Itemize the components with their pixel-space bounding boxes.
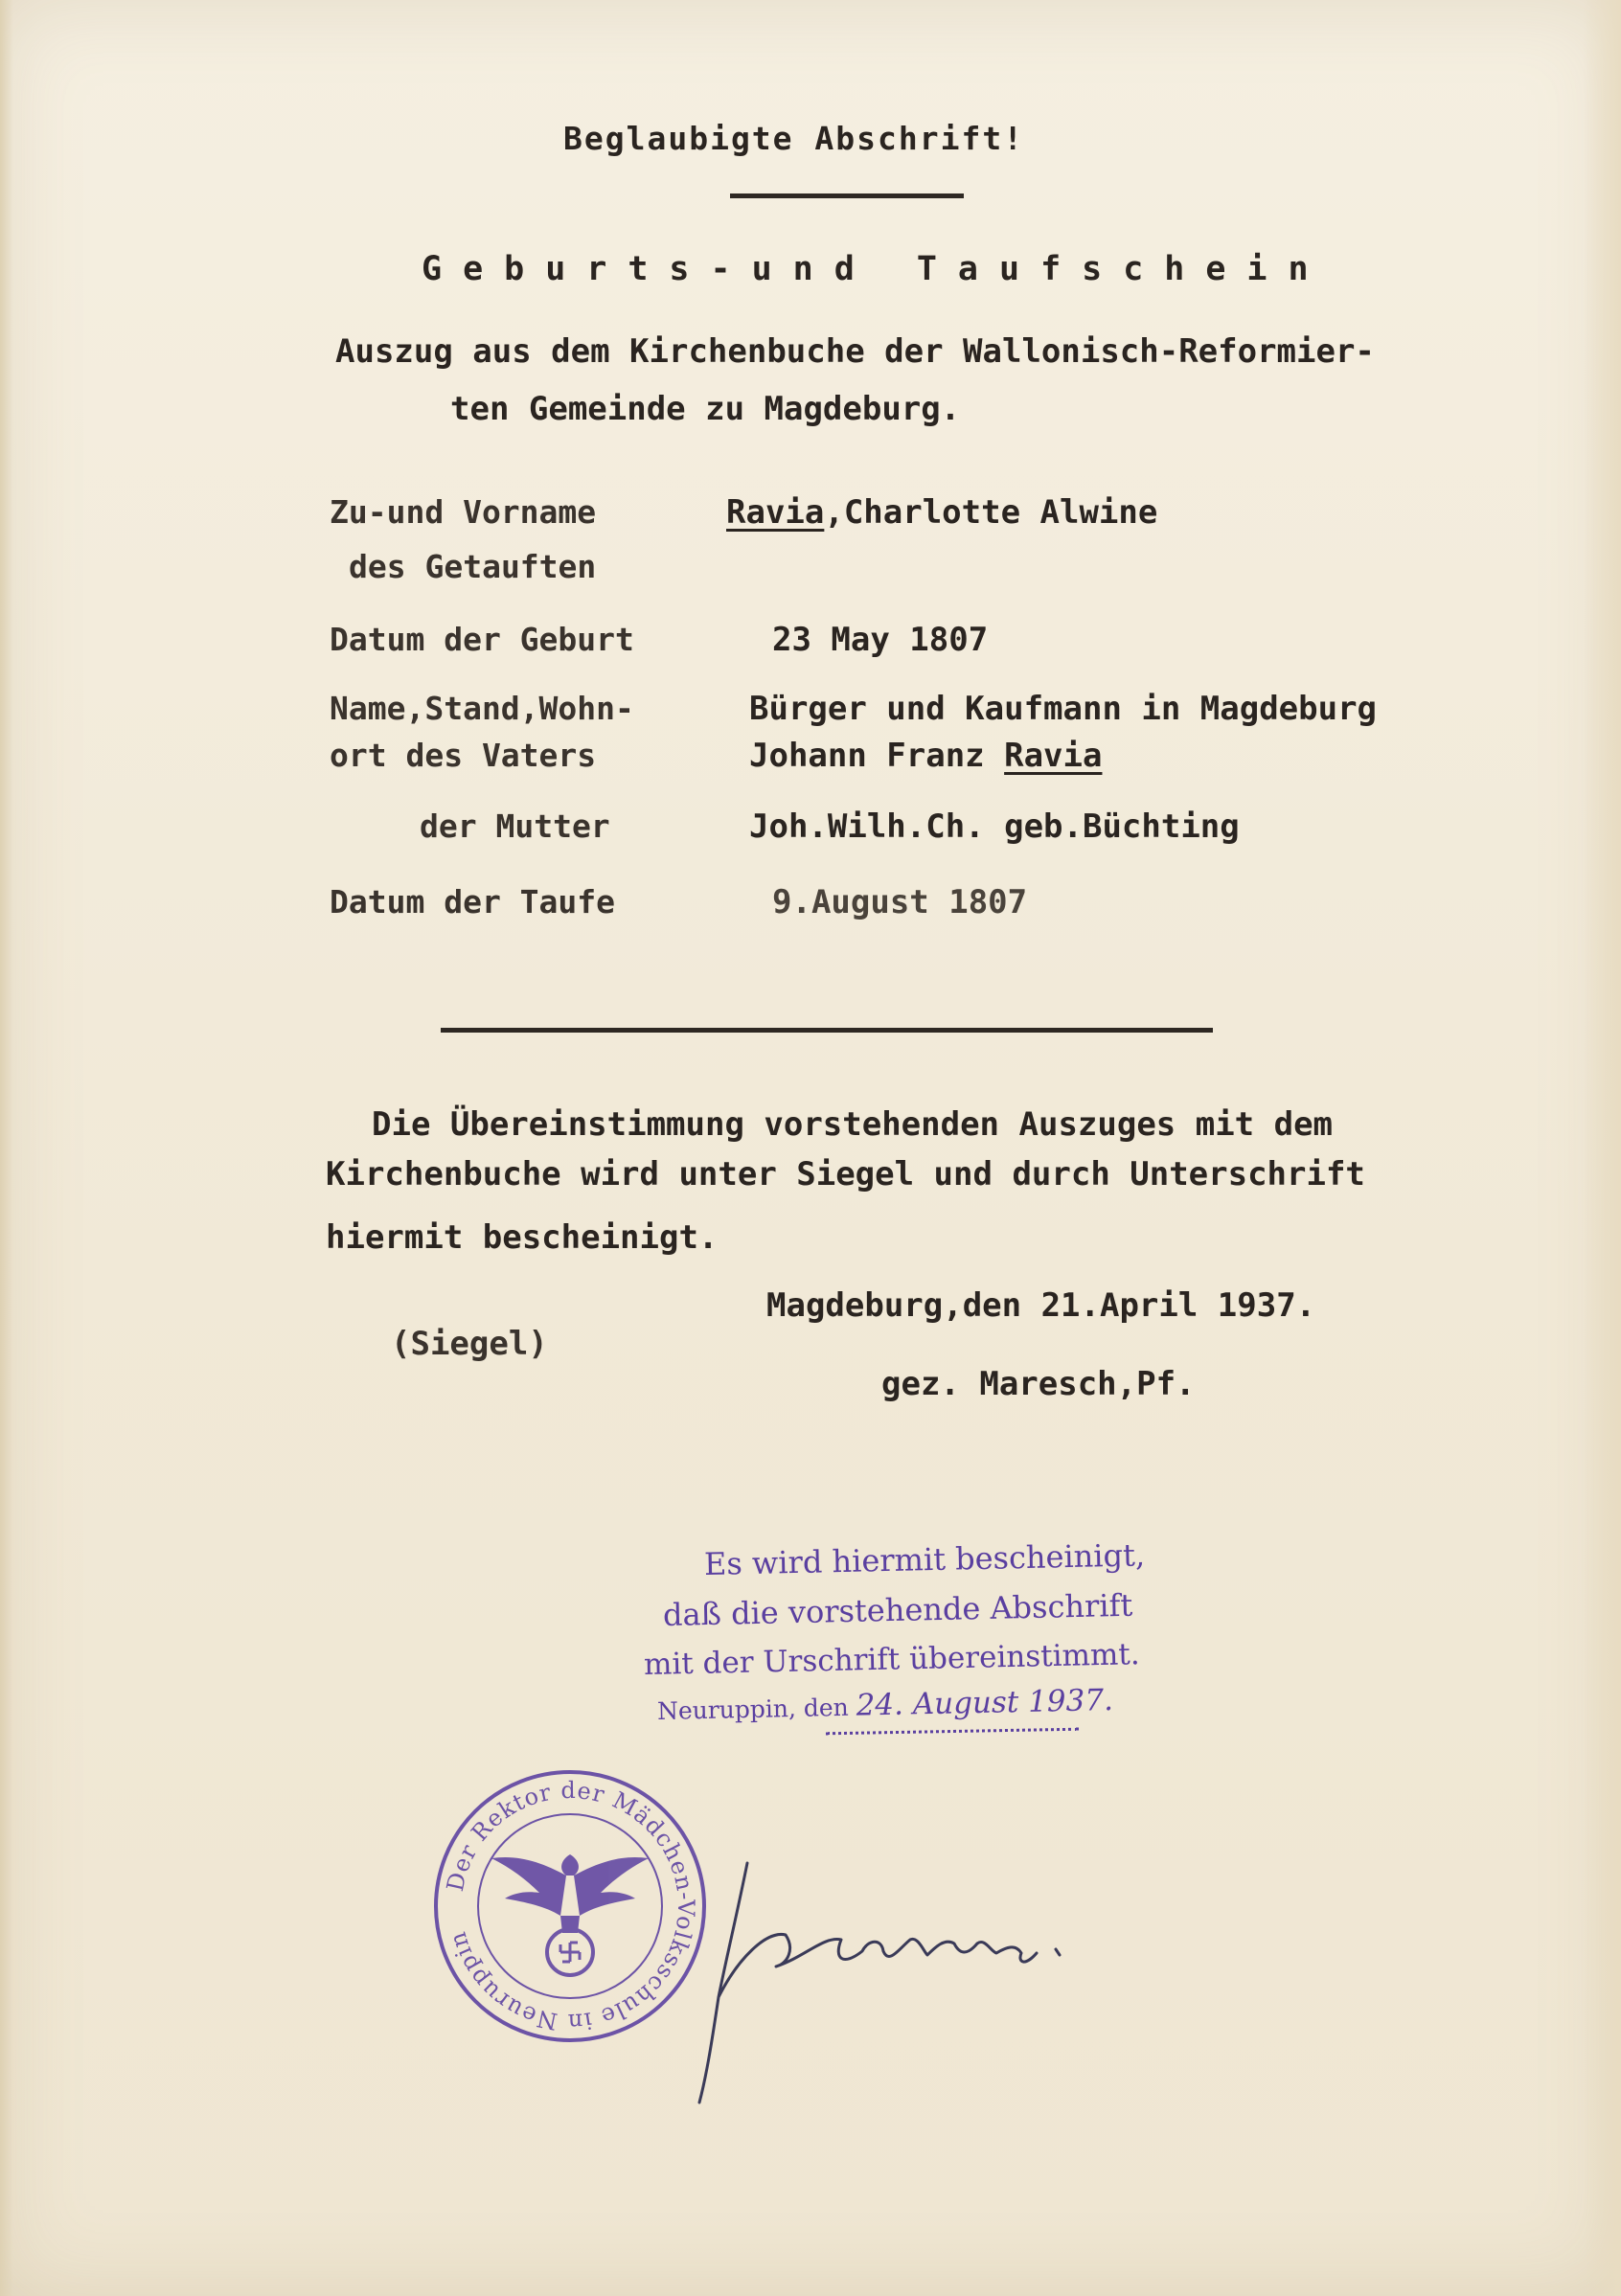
name-label-2: des Getauften: [349, 548, 597, 585]
father-label-1: Name,Stand,Wohn-: [330, 690, 634, 727]
seal-ring-text: [442, 1777, 699, 2035]
stamp-place-date: [656, 1683, 1114, 1725]
excerpt-line-1: Auszug aus dem Kirchenbuche der Wallonisch-Reformier-: [335, 332, 1375, 371]
seal-inner-ring: [478, 1814, 662, 1998]
signature-icon: [680, 1844, 1083, 2131]
mother-label: der Mutter: [420, 807, 610, 845]
signed-by: gez. Maresch,Pf.: [881, 1365, 1196, 1403]
surname: Ravia: [726, 493, 825, 532]
stamp-place: Neuruppin, den: [656, 1693, 850, 1725]
paper-edge-right: [1583, 0, 1621, 2296]
document-title: Geburts-und Taufschein: [422, 250, 1330, 288]
stamp-line-3: mit der Urschrift übereinstimmt.: [643, 1637, 1141, 1682]
father-name-line: [749, 737, 1103, 775]
certification-line-3: hiermit bescheinigt.: [326, 1218, 719, 1257]
certification-line-2: Kirchenbuche wird unter Siegel und durch Unterschrift: [326, 1155, 1365, 1193]
place-date: Magdeburg,den 21.April 1937.: [766, 1286, 1316, 1325]
given-names: ,Charlotte Alwine: [824, 493, 1158, 532]
father-surname: Ravia: [1004, 737, 1103, 775]
baptism-label: Datum der Taufe: [330, 883, 616, 921]
baptism-date: 9.August 1807: [772, 883, 1028, 921]
birth-date: 23 May 1807: [772, 621, 989, 659]
seal-note: (Siegel): [391, 1325, 548, 1363]
mother-value: Joh.Wilh.Ch. geb.Büchting: [749, 807, 1240, 846]
father-occupation: Bürger und Kaufmann in Magdeburg: [749, 690, 1378, 728]
stamp-line-2: daß die vorstehende Abschrift: [662, 1586, 1133, 1633]
stamp-date-handwritten: 24. August 1937.: [856, 1683, 1114, 1723]
father-name: Johann Franz: [749, 737, 1005, 775]
certification-line-1: Die Übereinstimmung vorstehenden Auszuges mit dem: [372, 1105, 1334, 1144]
heading-rule: [730, 193, 964, 198]
excerpt-line-2: ten Gemeinde zu Magdeburg.: [450, 390, 961, 428]
stamp-line-1: Es wird hiermit bescheinigt,: [703, 1536, 1146, 1582]
section-rule: [441, 1028, 1213, 1033]
document-heading: Beglaubigte Abschrift!: [563, 120, 1025, 157]
official-seal: [426, 1762, 714, 2050]
name-label-1: Zu-und Vorname: [330, 493, 597, 531]
seal-ring-text-path: Der Rektor der Mädchen-Volksschule in Neuruppin: [441, 1776, 700, 2036]
paper-edge-left: [0, 0, 13, 2296]
father-label-2: ort des Vaters: [330, 737, 597, 774]
stamp-date-dotted-line: [826, 1728, 1079, 1736]
name-value: [726, 493, 1158, 532]
eagle-emblem-icon: [491, 1854, 649, 1975]
seal-outer-ring: [436, 1772, 704, 2040]
birth-label: Datum der Geburt: [330, 621, 634, 658]
